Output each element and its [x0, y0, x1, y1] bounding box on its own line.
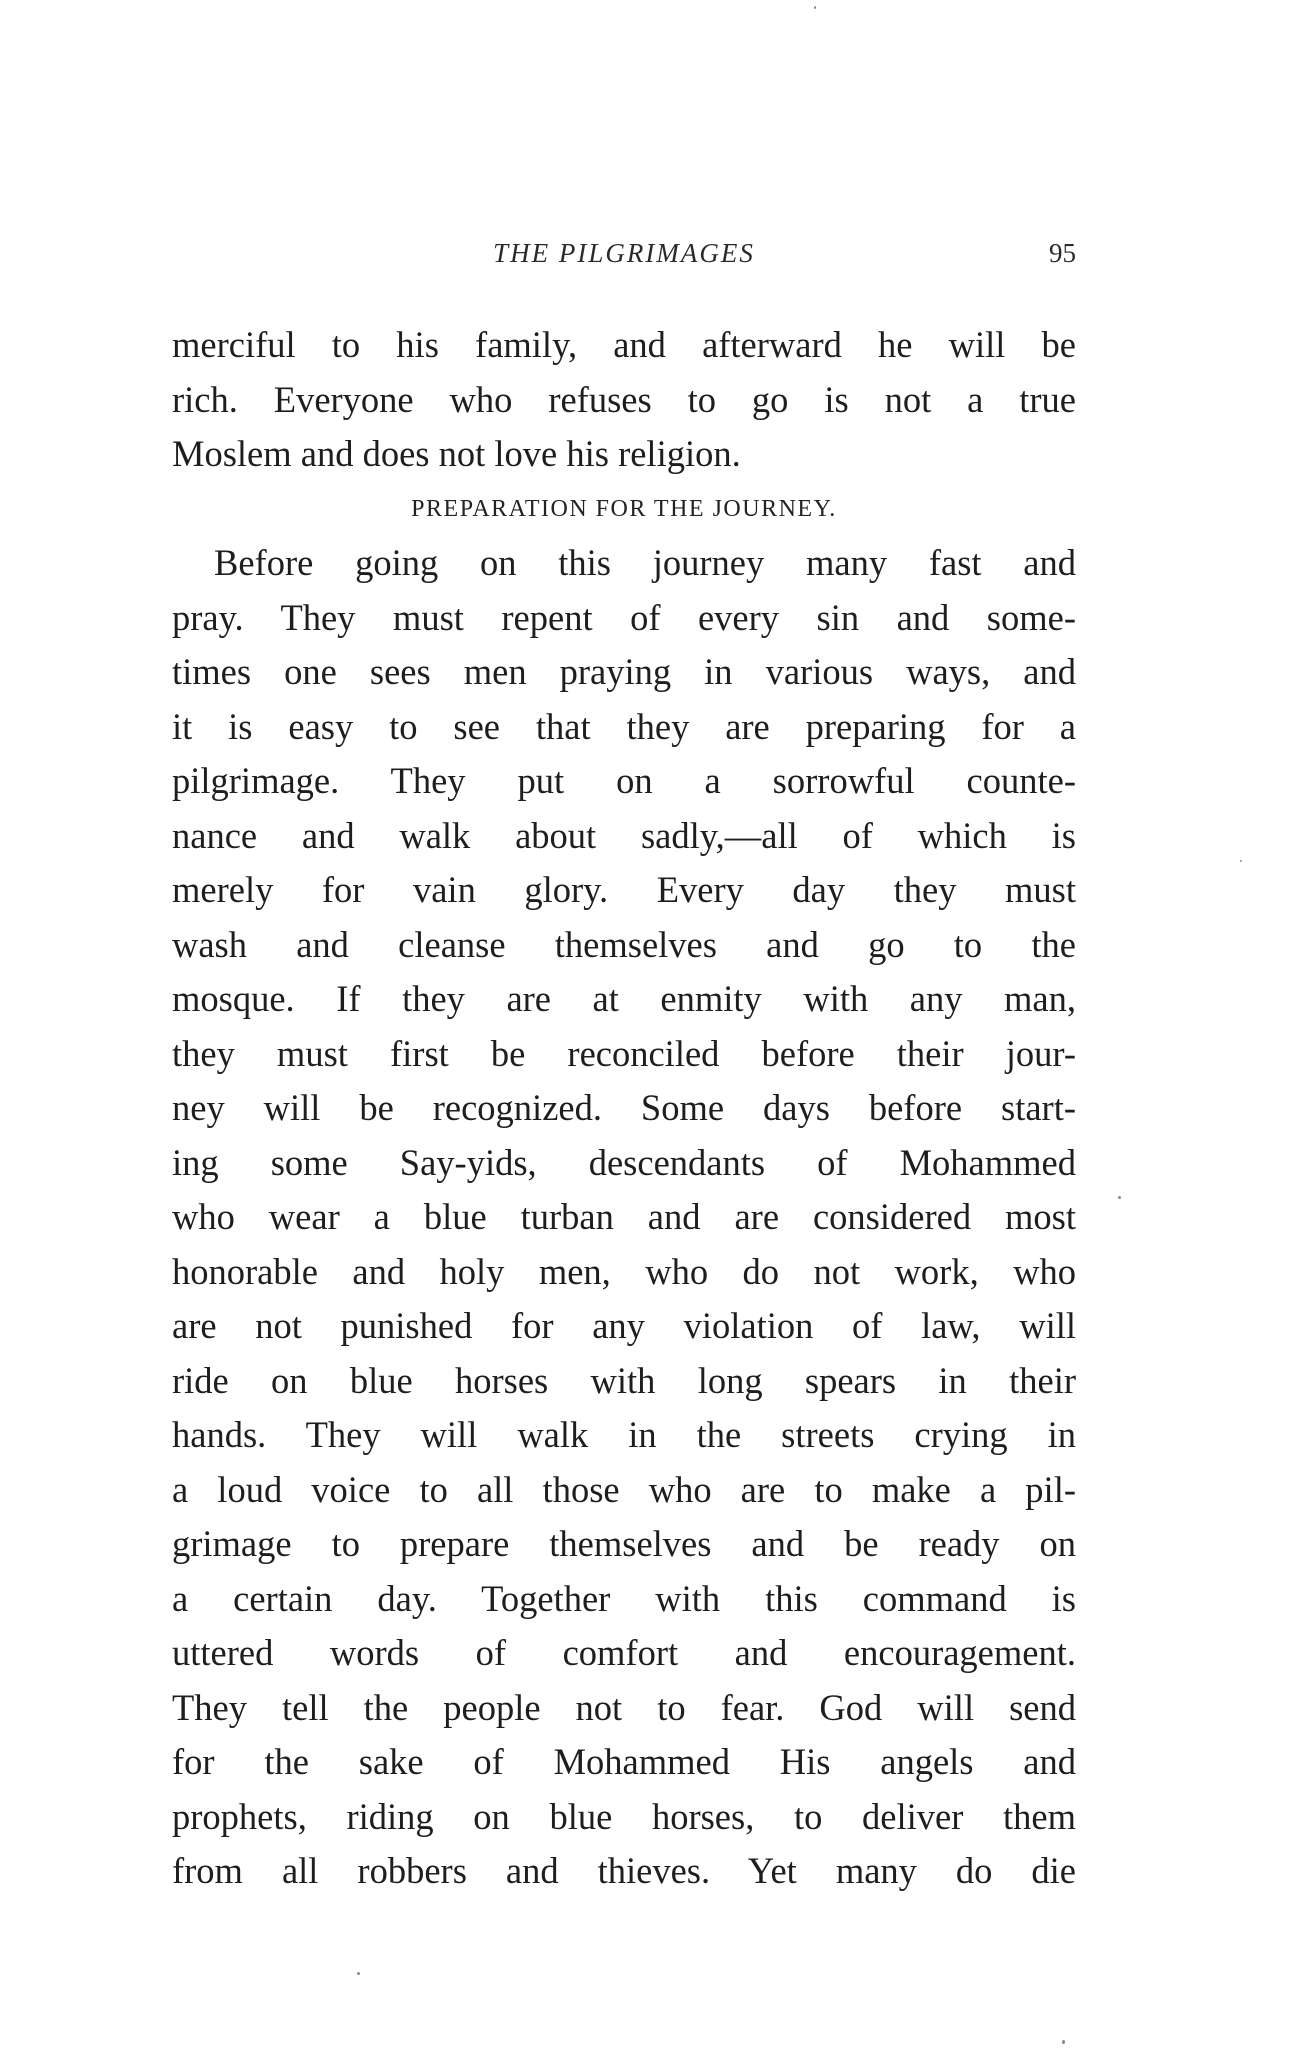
- text-line: hands. They will walk in the streets crying in: [172, 1414, 1076, 1455]
- text-line: mosque. If they are at enmity with any man,: [172, 978, 1076, 1019]
- text-line: a loud voice to all those who are to make a pil-: [172, 1468, 1076, 1510]
- text-line: from all robbers and thieves. Yet many do die: [172, 1850, 1076, 1891]
- scan-speck: [1240, 860, 1242, 862]
- text-line: times one sees men praying in various ways, and: [172, 651, 1076, 692]
- body-text: [172, 318, 1076, 1899]
- text-line: rich. Everyone who refuses to go is not a true: [172, 378, 1076, 420]
- scan-speck: [814, 6, 816, 9]
- text-line: wash and cleanse themselves and go to the: [172, 923, 1076, 965]
- text-line: honorable and holy men, who do not work, who: [172, 1250, 1076, 1292]
- page-number: 95: [1049, 238, 1076, 268]
- text-line: Before going on this journey many fast and: [214, 542, 1076, 583]
- text-line: They tell the people not to fear. God will send: [172, 1686, 1076, 1728]
- text-line: it is easy to see that they are preparing for a: [172, 705, 1076, 747]
- scan-speck: [1118, 1196, 1121, 1199]
- text-line: merely for vain glory. Every day they must: [172, 869, 1076, 910]
- text-line: Moslem and does not love his religion.: [172, 433, 741, 474]
- text-line: prophets, riding on blue horses, to deliver them: [172, 1795, 1076, 1837]
- running-title: THE PILGRIMAGES: [493, 238, 755, 268]
- text-line: pray. They must repent of every sin and some-: [172, 596, 1076, 638]
- text-line: uttered words of comfort and encouragement.: [172, 1632, 1076, 1673]
- text-line: who wear a blue turban and are considered most: [172, 1196, 1076, 1237]
- text-line: a certain day. Together with this command is: [172, 1577, 1076, 1619]
- scan-speck: [357, 1972, 360, 1975]
- text-line: for the sake of Mohammed His angels and: [172, 1741, 1076, 1782]
- text-line: ride on blue horses with long spears in their: [172, 1359, 1076, 1401]
- scan-speck: [1062, 2040, 1065, 2044]
- section-heading: PREPARATION FOR THE JOURNEY.: [411, 495, 837, 522]
- text-line: ney will be recognized. Some days before start-: [172, 1087, 1076, 1128]
- text-line: are not punished for any violation of law, will: [172, 1305, 1076, 1346]
- text-line: they must first be reconciled before their jour-: [172, 1032, 1076, 1074]
- text-line: ing some Say-yids, descendants of Mohammed: [172, 1141, 1076, 1183]
- text-line: nance and walk about sadly,—all of which is: [172, 814, 1076, 856]
- text-line: merciful to his family, and afterward he will be: [172, 324, 1076, 365]
- text-line: grimage to prepare themselves and be ready on: [172, 1523, 1076, 1564]
- running-head: [172, 238, 1076, 282]
- text-line: pilgrimage. They put on a sorrowful counte-: [172, 760, 1076, 801]
